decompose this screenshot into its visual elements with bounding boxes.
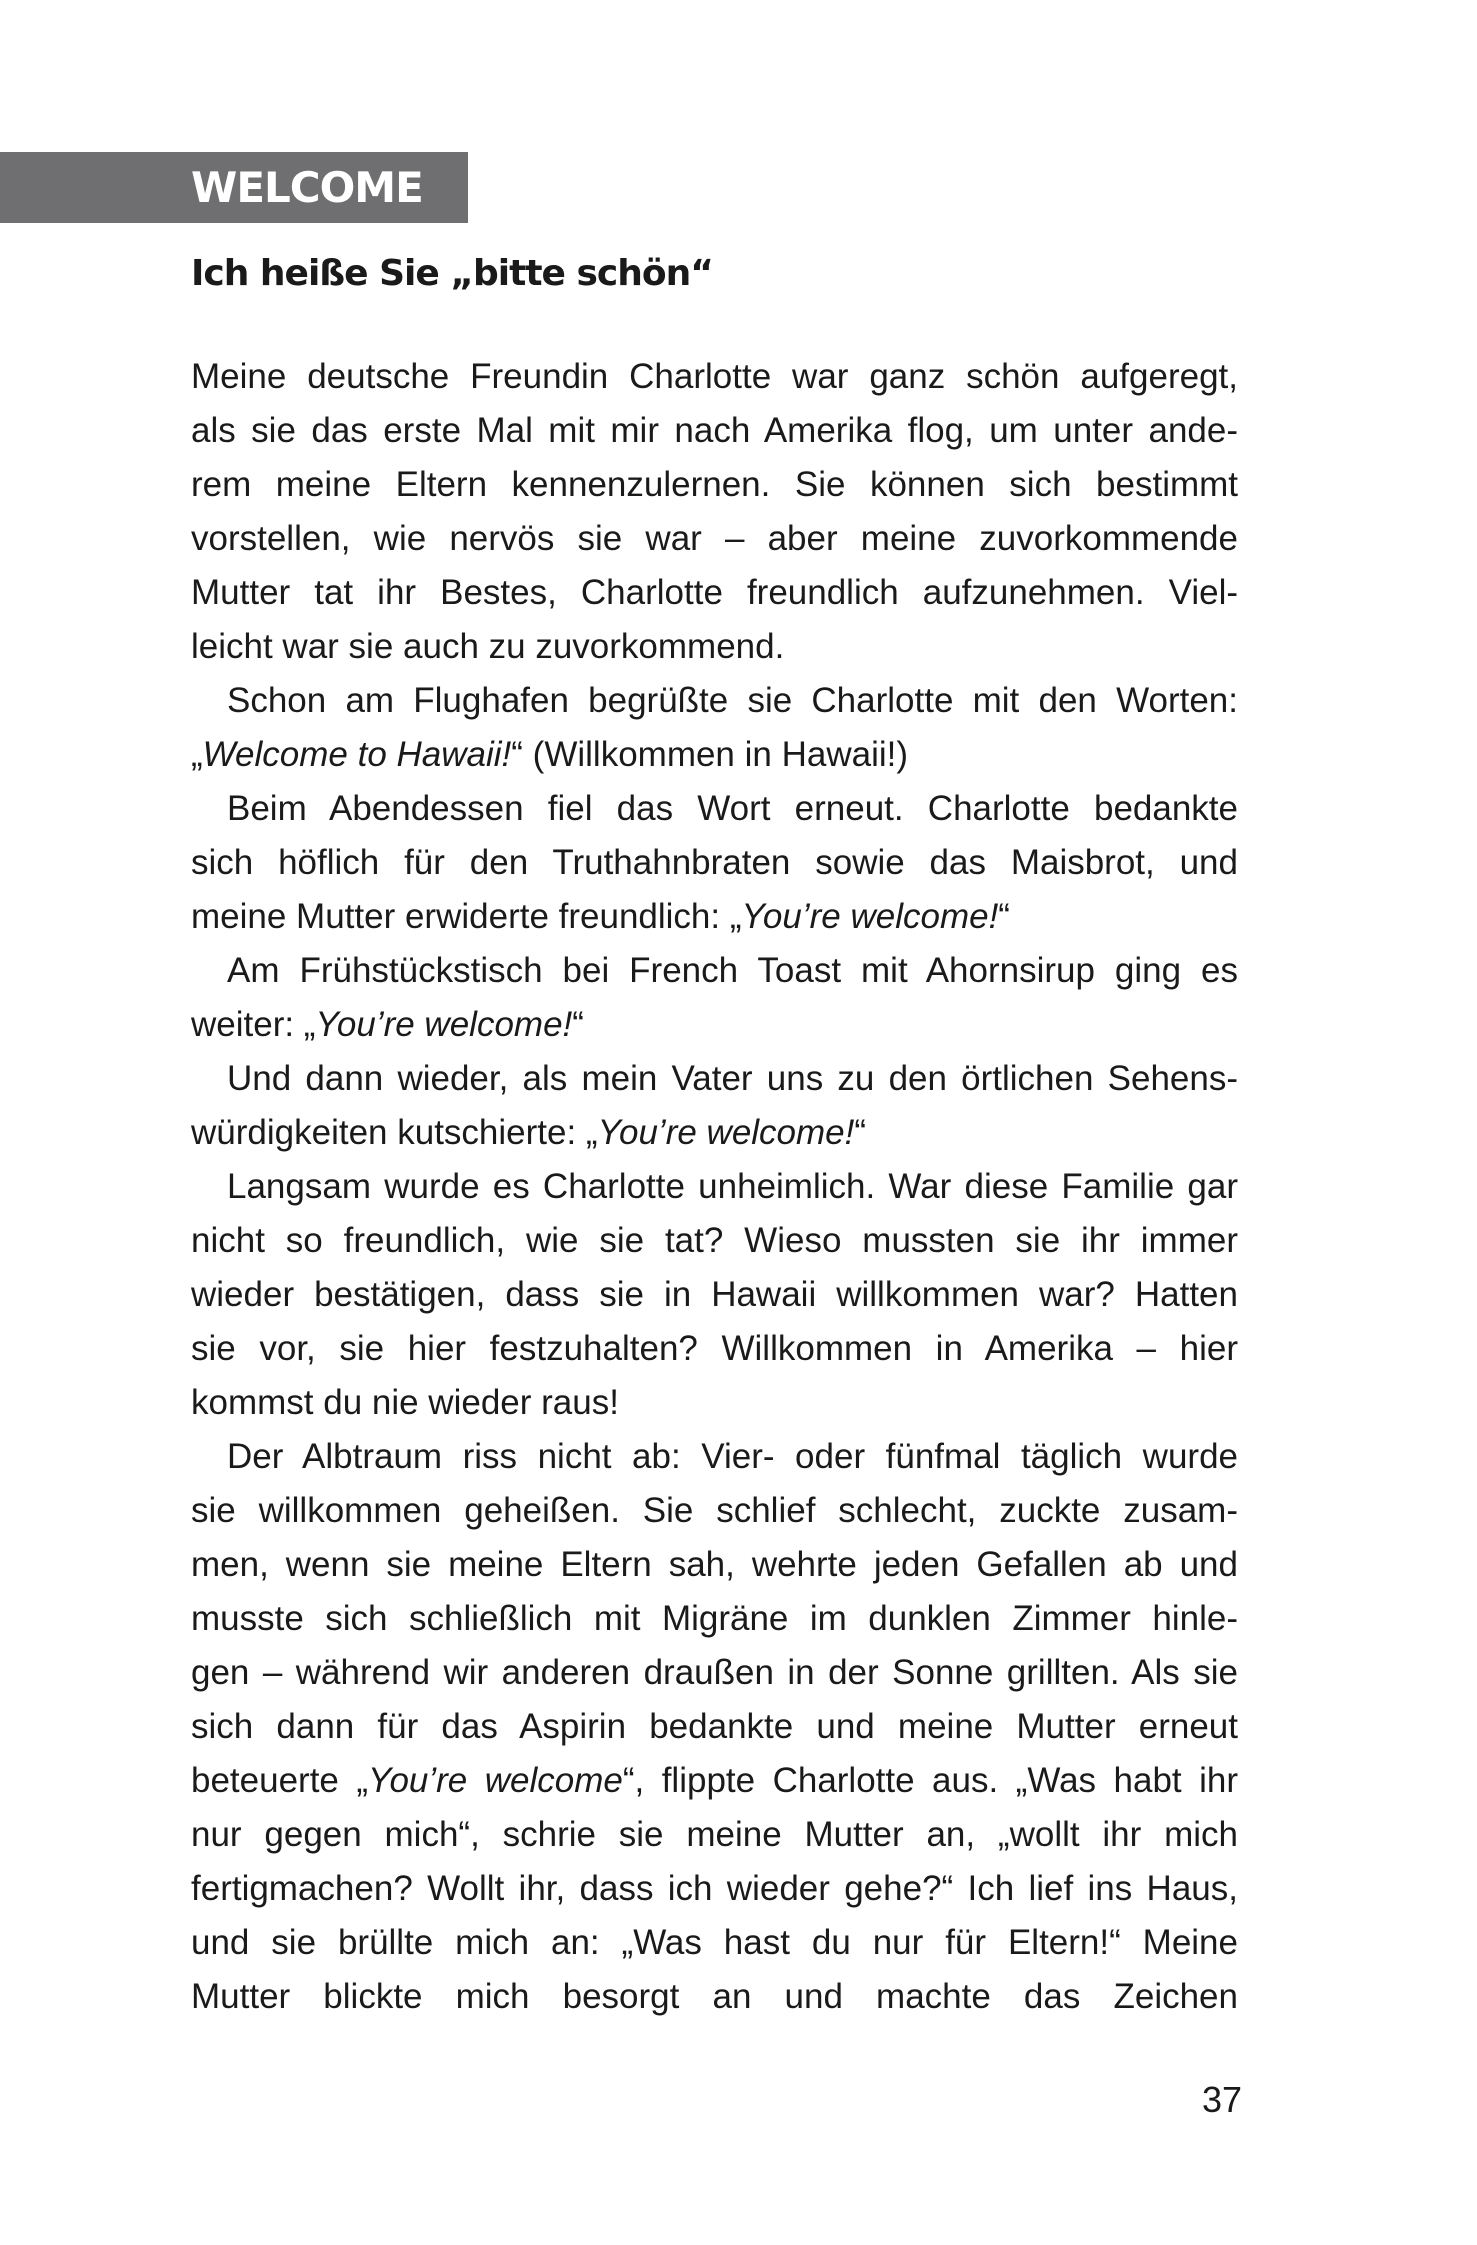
text-line: Beim Abendessen fiel das Wort erneut. Charlotte bedankte	[227, 789, 1238, 828]
text-line: vorstellen, wie nervös sie war – aber meine zuvorkommende	[191, 519, 1238, 558]
text-line: Schon am Flughafen begrüßte sie Charlotte mit den Worten:	[227, 681, 1238, 720]
text-line: kommst du nie wieder raus!	[191, 1383, 619, 1422]
text-line: nur gegen mich“, schrie sie meine Mutter an, „wollt ihr mich	[191, 1815, 1238, 1854]
text-line: weiter: „You’re welcome!“	[191, 1005, 584, 1044]
text-line: meine Mutter erwiderte freundlich: „You’re welcome!“	[191, 897, 1010, 936]
text-line: und sie brüllte mich an: „Was hast du nur für Eltern!“ Meine	[191, 1923, 1238, 1962]
section-label: WELCOME	[191, 163, 423, 212]
text-line: Langsam wurde es Charlotte unheimlich. War diese Familie gar	[227, 1167, 1238, 1206]
page-number: 37	[1201, 2079, 1242, 2120]
emphasis: You’re welcome!	[315, 1005, 573, 1044]
text-line: rem meine Eltern kennenzulernen. Sie können sich bestimmt	[191, 465, 1238, 504]
text-line: men, wenn sie meine Eltern sah, wehrte jeden Gefallen ab und	[191, 1545, 1238, 1584]
text-line: musste sich schließlich mit Migräne im dunklen Zimmer hinle-	[191, 1599, 1238, 1638]
chapter-title: Ich heiße Sie „bitte schön“	[191, 253, 713, 294]
text-line: würdigkeiten kutschierte: „You’re welcome!“	[191, 1113, 867, 1152]
emphasis: You’re welcome!	[597, 1113, 855, 1152]
text-line: leicht war sie auch zu zuvorkommend.	[191, 627, 785, 666]
text-line: als sie das erste Mal mit mir nach Amerika flog, um unter ande-	[191, 411, 1238, 450]
text-line: sich höflich für den Truthahnbraten sowie das Maisbrot, und	[191, 843, 1238, 882]
text-line: sie willkommen geheißen. Sie schlief schlecht, zuckte zusam-	[191, 1491, 1238, 1530]
emphasis: Welcome to Hawaii!	[202, 735, 512, 774]
text-line: Der Albtraum riss nicht ab: Vier- oder fünfmal täglich wurde	[227, 1437, 1238, 1476]
text-line: nicht so freundlich, wie sie tat? Wieso mussten sie ihr immer	[191, 1221, 1238, 1260]
text-line: Und dann wieder, als mein Vater uns zu den örtlichen Sehens-	[227, 1059, 1238, 1098]
text-line: Mutter blickte mich besorgt an und machte das Zeichen	[191, 1977, 1238, 2016]
text-line: sich dann für das Aspirin bedankte und meine Mutter erneut	[191, 1707, 1238, 1746]
emphasis: You’re welcome	[368, 1761, 623, 1800]
emphasis: You’re welcome!	[741, 897, 999, 936]
text-line: „Welcome to Hawaii!“ (Willkommen in Hawaii!)	[191, 735, 909, 774]
text-line: fertigmachen? Wollt ihr, dass ich wieder gehe?“ Ich lief ins Haus,	[191, 1869, 1238, 1908]
text-line: Meine deutsche Freundin Charlotte war ganz schön aufgeregt,	[191, 357, 1238, 396]
text-line: beteuerte „You’re welcome“, flippte Charlotte aus. „Was habt ihr	[191, 1761, 1239, 1800]
text-line: Mutter tat ihr Bestes, Charlotte freundlich aufzunehmen. Viel-	[191, 573, 1238, 612]
text-line: sie vor, sie hier festzuhalten? Willkommen in Amerika – hier	[191, 1329, 1238, 1368]
text-line: wieder bestätigen, dass sie in Hawaii willkommen war? Hatten	[191, 1275, 1238, 1314]
text-line: gen – während wir anderen draußen in der Sonne grillten. Als sie	[191, 1653, 1238, 1692]
text-line: Am Frühstückstisch bei French Toast mit Ahornsirup ging es	[227, 951, 1238, 990]
body-text	[191, 350, 1238, 2024]
